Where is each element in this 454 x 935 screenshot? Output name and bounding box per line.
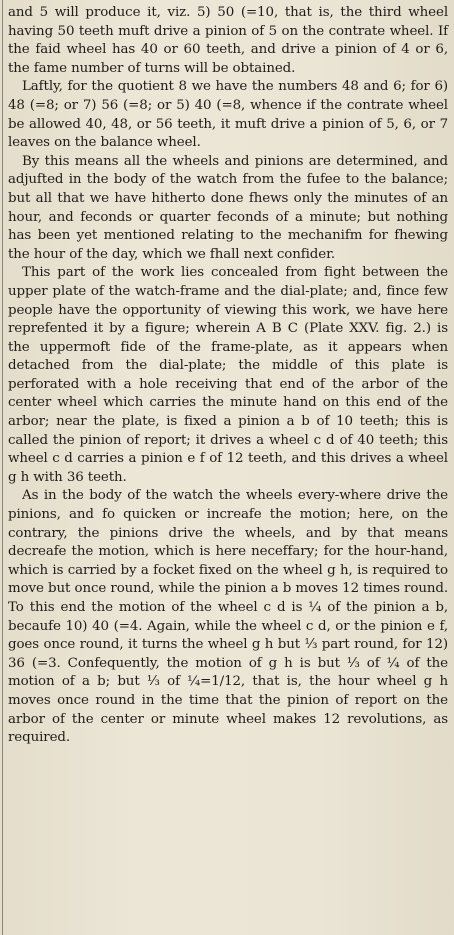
- paragraph-5: As in the body of the watch the wheels every-where drive the pinions, and fo quicken or increafe the motion; here, on the contrary, the pinions drive the wheels, and by that means decreafe the motion, which is here neceffary; for the hour-hand, which is carried by a focket fixed on the wheel g h, is required to move but once round, while the pinion a b moves 12 times round. To this end the motion of the wheel c d is ¼ of the pinion a b, becaufe 10) 40 (=4. Again, while the wheel c d, or the pinion e f, goes once round, it turns the wheel g h but ⅓ part round, for 12) 36 (=3. Confequently, the motion of g h is but ⅓ of ¼ of the motion of a b; but ⅓ of ¼=1/12, that is, the hour wheel g h moves once round in the time that the pinion of report on the arbor of the center or minute wheel makes 12 revolutions, as required.: [8, 488, 448, 746]
- paragraph-2: Laftly, for the quotient 8 we have the numbers 48 and 6; for 6) 48 (=8; or 7) 56 (=8; or 5) 40 (=8, whence if the contrate wheel be allowed 40, 48, or 56 teeth, it muft drive a pinion of 5, 6, or 7 leaves on the balance wheel.: [8, 79, 448, 151]
- paragraph-3: By this means all the wheels and pinions are determined, and adjufted in the body of the watch from the fufee to the balance; but all that we have hitherto done fhews only the minutes of an hour, and feconds or quarter feconds of a minute; but nothing has been yet mentioned relating to the mechanifm for fhewing the hour of the day, which we fhall next confider.: [8, 153, 448, 262]
- column-rule: [2, 0, 3, 935]
- paragraph-4: This part of the work lies concealed from fight between the upper plate of the watch-frame and the dial-plate; and, fince few people have the opportunity of viewing this work, we have here reprefented it by a figure; wherein A B C (Plate XXV. fig. 2.) is the uppermoft fide of the frame-plate, as it appears when detached from the dial-plate; the middle of this plate is perforated with a hole receiving that end of the arbor of the center wheel which carries the minute hand on this end of the arbor; near the plate, is fixed a pinion a b of 10 teeth; this is called the pinion of report; it drives a wheel c d of 40 teeth; this wheel c d carries a pinion e f of 12 teeth, and this drives a wheel g h with 36 teeth.: [8, 265, 448, 485]
- paragraph-1: and 5 will produce it, viz. 5) 50 (=10, that is, the third wheel having 50 teeth muft drive a pinion of 5 on the contrate wheel. If the faid wheel has 40 or 60 teeth, and drive a pinion of 4 or 6, the fame number of turns will be obtained.: [8, 5, 448, 76]
